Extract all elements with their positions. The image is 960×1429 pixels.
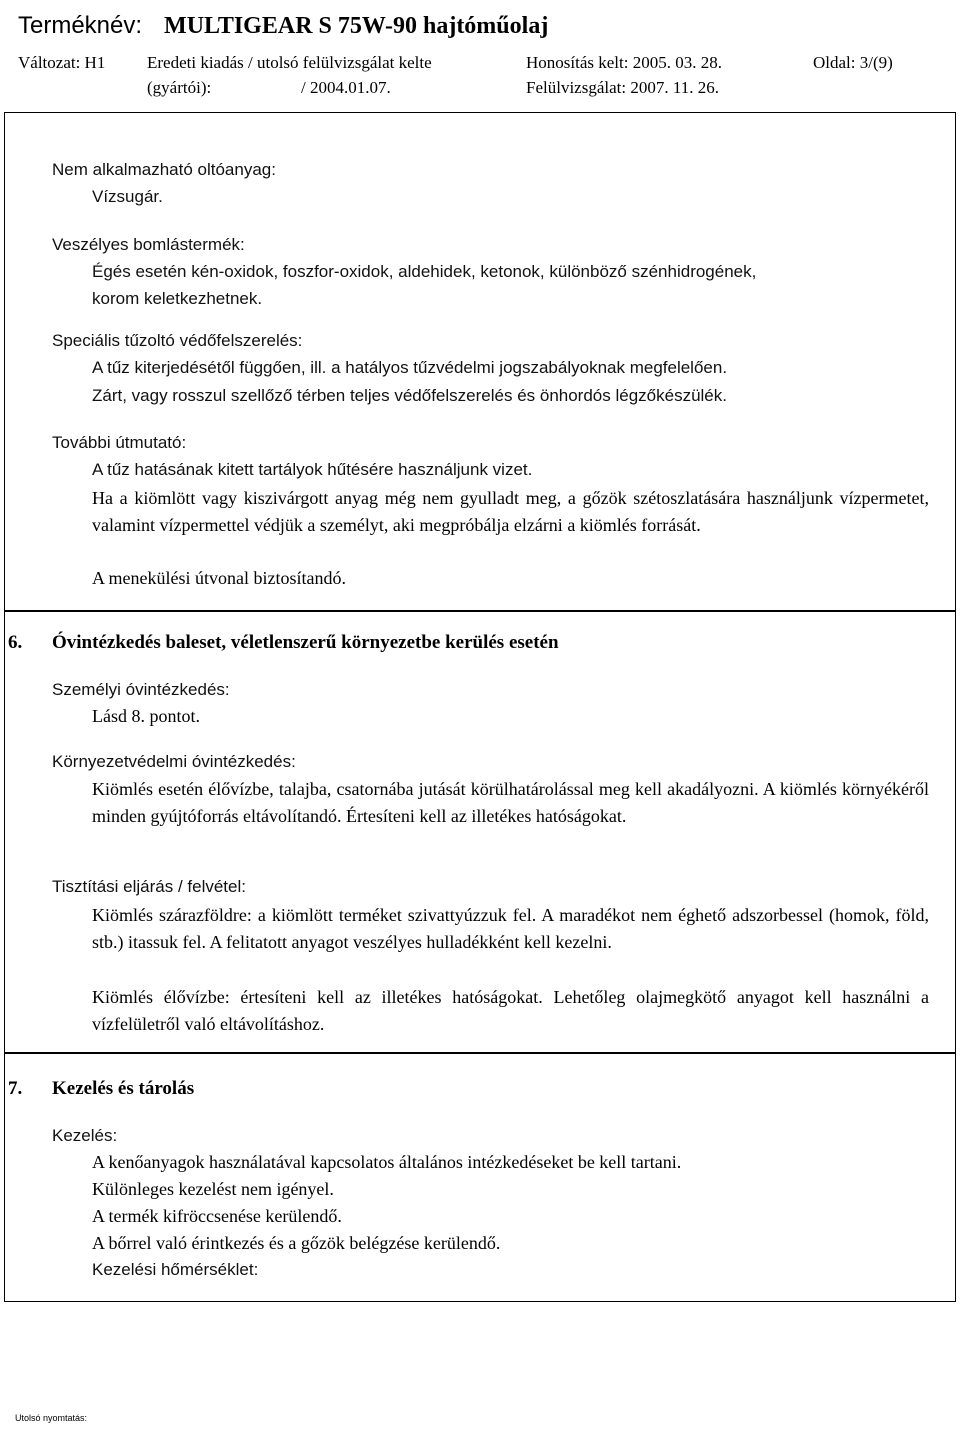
handling-line-3: A termék kifröccsenése kerülendő. bbox=[92, 1206, 342, 1226]
environmental-text: Kiömlés esetén élővízbe, talajba, csatornába jutását körülhatárolással meg kell akadályozni. A kiömlés környékéről minden gyújtóforrás eltávolítandó. Értesíteni kell az illetékes hatóságokat. bbox=[92, 779, 929, 826]
handling-label: Kezelés: bbox=[52, 1126, 118, 1145]
decomposition-line-2: korom keletkezhetnek. bbox=[92, 289, 263, 308]
page-number: Oldal: 3/(9) bbox=[813, 53, 893, 72]
section-7-title: Kezelés és tárolás bbox=[52, 1078, 195, 1099]
last-printed-label: Utolsó nyomtatás: bbox=[15, 1413, 88, 1423]
further-label: További útmutató: bbox=[52, 433, 187, 452]
personal-precautions-label: Személyi óvintézkedés: bbox=[52, 680, 230, 699]
section-6-title: Óvintézkedés baleset, véletlenszerű környezetbe kerülés esetén bbox=[52, 632, 559, 653]
product-name: MULTIGEAR S 75W-90 hajtóműolaj bbox=[164, 13, 549, 39]
validation-date: Honosítás kelt: 2005. 03. 28. bbox=[526, 53, 722, 72]
decomposition-line-1: Égés esetén kén-oxidok, foszfor-oxidok, aldehidek, ketonok, különböző szénhidrogének, bbox=[92, 262, 757, 281]
ppe-label: Speciális tűzoltó védőfelszerelés: bbox=[52, 331, 303, 350]
cleanup-label: Tisztítási eljárás / felvétel: bbox=[52, 877, 246, 896]
ppe-line-1: A tűz kiterjedésétől függően, ill. a hatályos tűzvédelmi jogszabályoknak megfelelően. bbox=[92, 358, 728, 377]
product-title bbox=[18, 12, 548, 40]
version: Változat: H1 bbox=[18, 53, 106, 72]
environmental-label: Környezetvédelmi óvintézkedés: bbox=[52, 752, 296, 771]
further-paragraph: Ha a kiömlött vagy kiszivárgott anyag még nem gyulladt meg, a gőzök szétoszlatására használjunk vízpermetet, valamint vízpermettel védjük a személyt, aki megpróbálja elzárni a kiömlés forrását. bbox=[92, 488, 929, 535]
further-line-1: A tűz hatásának kitett tartályok hűtésére használjunk vizet. bbox=[92, 460, 533, 479]
product-label: Terméknév: bbox=[18, 12, 143, 39]
review-date: Felülvizsgálat: 2007. 11. 26. bbox=[526, 78, 719, 97]
original-issue-line1: Eredeti kiadás / utolsó felülvizsgálat kelte bbox=[147, 53, 432, 72]
section-6-number: 6. bbox=[8, 632, 23, 653]
original-issue-date: / 2004.01.07. bbox=[301, 78, 391, 97]
cleanup-text-2: Kiömlés élővízbe: értesíteni kell az illetékes hatóságokat. Lehetőleg olajmegkötő anyagot kell használni a vízfelületről való eltávolításhoz. bbox=[92, 987, 929, 1034]
ppe-line-2: Zárt, vagy rosszul szellőző térben teljes védőfelszerelés és önhordós légzőkészülék. bbox=[92, 386, 727, 405]
unsuitable-label: Nem alkalmazható oltóanyag: bbox=[52, 160, 276, 179]
further-line-last: A menekülési útvonal biztosítandó. bbox=[92, 568, 346, 588]
original-issue-line2: (gyártói): bbox=[147, 78, 212, 97]
handling-line-1: A kenőanyagok használatával kapcsolatos általános intézkedéseket be kell tartani. bbox=[92, 1152, 682, 1172]
handling-line-5: Kezelési hőmérséklet: bbox=[92, 1260, 259, 1279]
handling-line-4: A bőrrel való érintkezés és a gőzök belégzése kerülendő. bbox=[92, 1233, 501, 1253]
decomposition-label: Veszélyes bomlástermék: bbox=[52, 235, 245, 254]
section-7-number: 7. bbox=[8, 1078, 23, 1099]
handling-line-2: Különleges kezelést nem igényel. bbox=[92, 1179, 334, 1199]
unsuitable-value: Vízsugár. bbox=[92, 187, 163, 206]
personal-precautions-value: Lásd 8. pontot. bbox=[92, 706, 200, 726]
cleanup-text-1: Kiömlés szárazföldre: a kiömlött terméket szivattyúzzuk fel. A maradékot nem éghető adszorbessel (homok, föld, stb.) itassuk fel. A felitatott anyagot veszélyes hulladékként kell kezelni. bbox=[92, 905, 929, 952]
